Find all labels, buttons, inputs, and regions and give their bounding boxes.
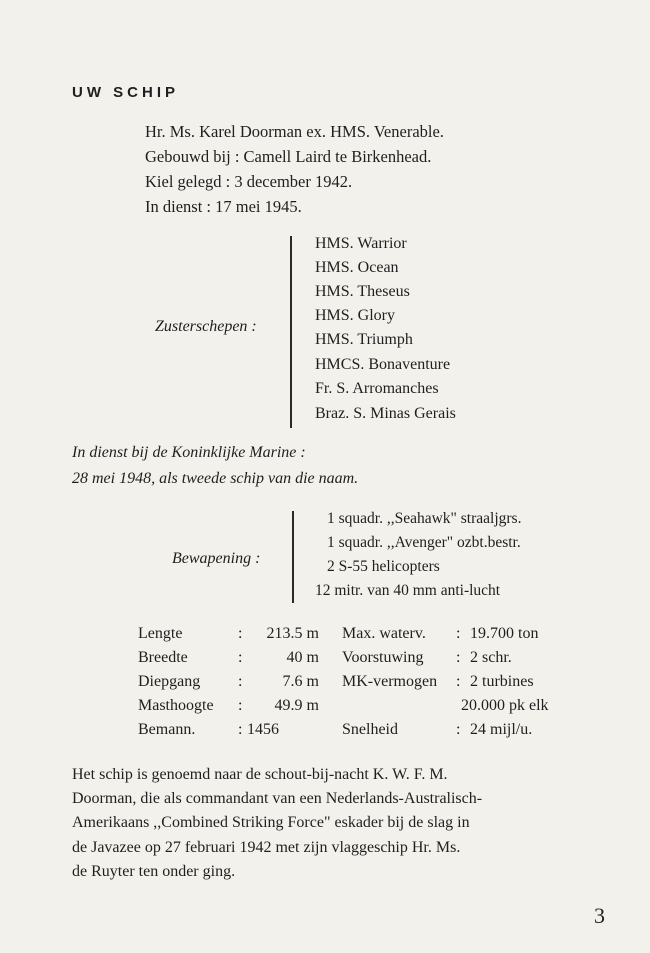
builder-line: Gebouwd bij : Camell Laird te Birkenhead.	[145, 147, 432, 166]
paragraph-line: Het schip is genoemd naar de schout-bij-nacht K. W. F. M.	[72, 766, 448, 783]
spec-separator: :	[238, 673, 243, 690]
service-heading: In dienst bij de Koninklijke Marine :	[72, 444, 306, 461]
spec-separator: :	[238, 649, 243, 666]
sister-ship-item: Fr. S. Arromanches	[315, 380, 439, 397]
spec-value: 49.9 m	[274, 697, 319, 714]
spec-separator: :	[456, 625, 461, 642]
service-date-line: 28 mei 1948, als tweede schip van die naam.	[72, 470, 359, 487]
armament-item: 12 mitr. van 40 mm anti-lucht	[315, 582, 501, 599]
spec-separator: :	[238, 697, 243, 714]
spec-separator: :	[456, 721, 461, 738]
spec-value: 213.5 m	[266, 625, 319, 642]
paragraph-line: Doorman, die als commandant van een Nederlands-Australisch-	[72, 790, 483, 808]
spec-label: Bemann.	[138, 721, 196, 738]
spec-separator: :	[456, 649, 461, 666]
commissioned-line: In dienst : 17 mei 1945.	[145, 197, 302, 216]
sister-ship-item: HMCS. Bonaventure	[315, 356, 451, 373]
body-paragraph	[72, 763, 570, 884]
spec-value: 1456	[247, 721, 279, 738]
spec-separator: :	[238, 625, 243, 642]
spec-value: 7.6 m	[282, 673, 319, 690]
section-heading: UW SCHIP	[72, 84, 179, 101]
spec-label: Snelheid	[342, 721, 398, 738]
sister-ships-bracket	[290, 236, 292, 428]
spec-label: Diepgang	[138, 673, 201, 690]
armament-bracket	[292, 511, 294, 603]
sister-ship-item: HMS. Ocean	[315, 259, 399, 276]
spec-label: Lengte	[138, 625, 183, 642]
sister-ship-item: HMS. Theseus	[315, 283, 410, 300]
page-number: 3	[594, 903, 605, 928]
sister-ship-item: HMS. Warrior	[315, 235, 407, 252]
armament-label: Bewapening :	[172, 550, 261, 567]
spec-label: Masthoogte	[138, 697, 214, 714]
armament-item: 1 squadr. ,,Seahawk" straaljgrs.	[327, 510, 522, 527]
armament-item: 2 S-55 helicopters	[327, 558, 440, 575]
spec-value: 19.700 ton	[470, 625, 539, 642]
paragraph-line: Amerikaans ,,Combined Striking Force" eskader bij de slag in	[72, 814, 470, 832]
ship-name-line: Hr. Ms. Karel Doorman ex. HMS. Venerable.	[145, 122, 444, 141]
paragraph-line: de Ruyter ten onder ging.	[72, 862, 236, 880]
spec-label: Max. waterv.	[342, 625, 426, 642]
sister-ship-item: HMS. Glory	[315, 307, 396, 324]
spec-label: Breedte	[138, 649, 188, 666]
spec-label: MK-vermogen	[342, 673, 438, 690]
sister-ship-item: HMS. Triumph	[315, 331, 413, 348]
spec-value: 20.000 pk elk	[461, 697, 549, 714]
sister-ships-label: Zusterschepen :	[155, 318, 257, 335]
armament-item: 1 squadr. ,,Avenger" ozbt.bestr.	[327, 534, 521, 551]
spec-separator: :	[238, 721, 243, 738]
keel-laid-line: Kiel gelegd : 3 december 1942.	[145, 172, 353, 191]
spec-value: 2 turbines	[470, 673, 534, 690]
paragraph-line: de Javazee op 27 februari 1942 met zijn vlaggeschip Hr. Ms.	[72, 838, 461, 856]
spec-value: 2 schr.	[470, 649, 512, 666]
spec-value: 40 m	[286, 649, 319, 666]
spec-label: Voorstuwing	[342, 649, 424, 666]
spec-separator: :	[456, 673, 461, 690]
spec-value: 24 mijl/u.	[470, 721, 533, 738]
sister-ship-item: Braz. S. Minas Gerais	[315, 405, 456, 422]
